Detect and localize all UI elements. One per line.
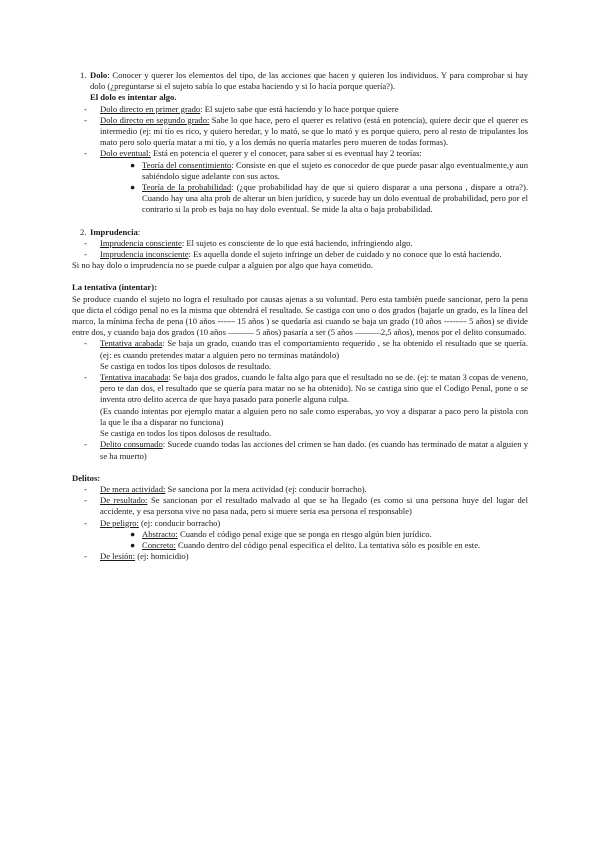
imprudencia-inconsciente: - Imprudencia inconsciente: Es aquella donde el sujeto infringe un deber de cuidado y no conoce que lo está haciendo. bbox=[84, 249, 502, 260]
tentativa-acabada-note: Se castiga en todos los tipos dolosos de resultado. bbox=[100, 360, 272, 371]
bullet-icon: ● bbox=[130, 159, 136, 170]
tentativa-heading: La tentativa (intentar): bbox=[72, 282, 157, 293]
tentativa-acabada: - Tentativa acabada: Se baja un grado, cuando tras el comportamiento requerido , se ha obtenido el resultado que se quería. (ej: es cuando pretendes matar a alguien pero no terminas matándolo) bbox=[84, 338, 528, 360]
peligro-abstracto: ● Abstracto: Cuando el código penal exige que se ponga en riesgo algún bien jurídico. bbox=[130, 528, 432, 539]
dolo-item-primer-grado: - Dolo directo en primer grado: El sujeto sabe que está haciendo y lo hace porque quiere bbox=[84, 103, 399, 114]
dolo-bold-note: El dolo es intentar algo. bbox=[90, 92, 177, 103]
dolo-intro: : Conocer y querer los elementos del tipo, de las acciones que hacen y quieren los individuos. Y para comprobar si hay dolo (¿preguntarse si el sujeto sabía lo que estaba haciendo y si lo hacía porque quería?). bbox=[90, 70, 528, 92]
imprudencia-heading: 2. Imprudencia: bbox=[80, 226, 141, 237]
delito-resultado: - De resultado: Se sancionan por el resultado malvado al que se ha llegado (es como si una persona huye del lugar del accidente, y esa persona vive no pasa nada, pero si muere seria esa persona el responsable) bbox=[84, 495, 529, 517]
peligro-concreto: ● Concreto: Cuando dentro del código penal especifica el delito. La tentativa sólo es posible en este. bbox=[130, 539, 481, 550]
dolo-title: Dolo bbox=[90, 70, 108, 80]
bullet-icon: ● bbox=[130, 528, 136, 539]
dolo-paragraph bbox=[72, 70, 528, 92]
theory-probabilidad: ● Teoría de la probabilidad: (¿que probabilidad hay de que si quiero disparar a una persona , dispare a otra?). Cuando hay una alta prob de alterar un bien jurídico, y sucede hay un dolo eventual de probabilidad, pero por el contrario si la prob es baja no hay dolo eventual. Se mide la alta o baja probabilidad. bbox=[130, 182, 528, 215]
bullet-icon: ● bbox=[130, 539, 136, 550]
dolo-number: 1. bbox=[80, 70, 87, 80]
theory-consentimiento: ● Teoría del consentimiento: Consiste en que el sujeto es conocedor de que puede pasar algo eventualmente,y aun sabiéndolo sigue adelante con sus actos. bbox=[130, 159, 528, 181]
imprudencia-consciente: - Imprudencia consciente: El sujeto es consciente de lo que está haciendo, infringiendo algo. bbox=[84, 237, 413, 248]
dolo-item-segundo-grado: - Dolo directo en segundo grado: Sabe lo que hace, pero el querer es relativo (está en potencia), quiere decir que el querer es intermedio (ej: mi tío es rico, y quiero heredar, y lo mató, se que lo mató y es porque quiero, pero al resto de tripulantes los mato pero solo quería matar a mi tío, y a los demás no quería matarles pero mueren de todas formas). bbox=[84, 114, 528, 148]
tentativa-inacabada: - Tentativa inacabada: Se baja dos grados, cuando le falta algo para que el resultado no se de. (ej: te matan 3 copas de veneno, pero te dan dos, el resultado que se quería para matar no se ha obtenido). No se castiga sino que el Codigo Penal, pone o se inventa otro delito acerca de que haya pasado para ponerle alguna culpa. bbox=[84, 372, 528, 405]
tentativa-inacabada-note: Se castiga en todos los tipos dolosos de resultado. bbox=[100, 428, 272, 439]
dolo-item-eventual: - Dolo eventual: Está en potencia el querer y el conocer, para saber si es eventual hay 2 teorías: bbox=[84, 148, 422, 159]
imprudencia-closing: Si no hay dolo o imprudencia no se puede culpar a alguien por algo que haya cometido. bbox=[72, 260, 373, 271]
delito-peligro: - De peligro: (ej: conducir borracho) bbox=[84, 517, 221, 528]
tentativa-intro: Se produce cuando el sujeto no logra el resultado por causas ajenas a su voluntad. Pero esta también puede sancionar, pero la pena que dicta el código penal no es la misma que obtendrá el resultado. Se castiga con uno o dos grados (bajarle un grado, es la línea del marco, la mínima fecha de pena (10 años ------ 15 años ) se quedaría asi cuando se baja un grado (10 años -------- 5 años) se divide entre dos, y cuando baja dos grados (10 años ——— 5 años) pasaría a ser (5 años ———2,5 años), menos por el delito consumado. bbox=[72, 293, 528, 338]
tentativa-inacabada-example: (Es cuando intentas por ejemplo matar a alguien pero no sale como esperabas, yo voy a disparar a paco pero la pistola con la que le iba a disparar no funciona) bbox=[100, 405, 528, 427]
delitos-heading: Delitos: bbox=[72, 472, 101, 483]
delito-consumado: - Delito consumado: Sucede cuando todas las acciones del crimen se han dado. (es cuando has terminado de matar a alguien y se ha muerto) bbox=[84, 439, 528, 461]
delito-mera-actividad: - De mera actividad: Se sanciona por la mera actividad (ej: conducir borracho). bbox=[84, 483, 367, 494]
delito-lesion: - De lesión: (ej: homicidio) bbox=[84, 551, 189, 562]
bullet-icon: ● bbox=[130, 182, 136, 193]
